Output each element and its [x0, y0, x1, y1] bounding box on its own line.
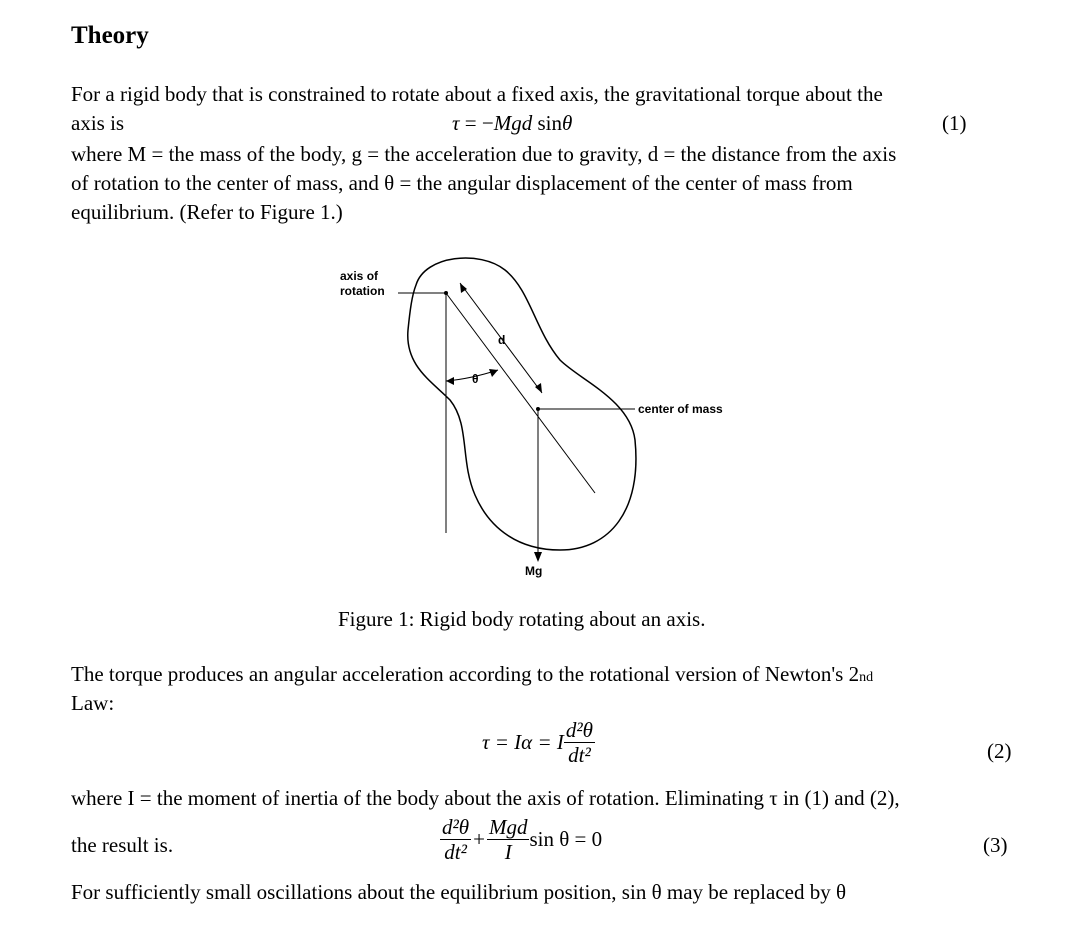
equation-2	[482, 718, 595, 767]
eq1-rhs: Mgd	[493, 111, 533, 135]
figure-1-caption: Figure 1: Rigid body rotating about an axis.	[338, 607, 706, 631]
eq1-theta: θ	[561, 111, 573, 135]
label-center-of-mass: center of mass	[638, 402, 723, 416]
eq3-numerator-2: Mgd	[488, 815, 528, 839]
label-axis-line2: rotation	[340, 284, 385, 298]
eq1-lhs: τ	[452, 111, 460, 135]
para2-line1-sup: nd	[859, 670, 874, 685]
label-theta: θ	[472, 372, 479, 386]
theta-arrowhead-left	[446, 377, 454, 385]
para1-line4: of rotation to the center of mass, and θ = the angular displacement of the center of mass from	[71, 171, 853, 195]
eq1-sin: sin	[537, 111, 562, 135]
equation-3-number: (3)	[983, 833, 1008, 857]
para2-line2: Law:	[71, 691, 115, 715]
eq3-fraction-1	[440, 815, 471, 864]
label-d: d	[498, 333, 506, 347]
equation-3	[440, 815, 602, 864]
label-axis-line1: axis of	[340, 269, 379, 283]
para1-line3: where M = the mass of the body, g = the acceleration due to gravity, d = the distance from the axis	[71, 142, 897, 166]
eq2-denominator: dt²	[568, 743, 591, 767]
figure-1-diagram	[330, 250, 760, 590]
eq3-denominator-2: I	[504, 840, 512, 864]
para1-line1: For a rigid body that is constrained to rotate about a fixed axis, the gravitational torque about the	[71, 82, 883, 106]
eq2-lhs: τ = Iα = I	[482, 730, 564, 754]
eq3-fraction-2	[487, 815, 530, 864]
equation-1-number: (1)	[942, 111, 967, 135]
para2-line1	[71, 660, 873, 692]
theta-arrowhead-right	[489, 369, 498, 377]
eq3-denominator-1: dt²	[444, 840, 467, 864]
eq2-fraction	[564, 718, 595, 767]
equation-1	[452, 109, 572, 138]
mg-arrowhead	[534, 552, 542, 562]
para1-line2-lead: axis is	[71, 111, 125, 135]
axis-to-com-line	[446, 293, 595, 493]
rigid-body-outline	[408, 258, 636, 550]
para2-line1-text: The torque produces an angular acceleration according to the rotational version of Newton's 2	[71, 662, 860, 686]
equation-2-number: (2)	[987, 739, 1012, 763]
eq2-numerator: d²θ	[565, 718, 593, 742]
label-mg: Mg	[525, 564, 543, 578]
eq3-plus: +	[473, 827, 485, 851]
para2-line5: For sufficiently small oscillations about the equilibrium position, sin θ may be replaced by θ	[71, 880, 847, 904]
eq3-numerator-1: d²θ	[442, 815, 470, 839]
para2-line3: where I = the moment of inertia of the body about the axis of rotation. Eliminating τ in (1) and (2),	[71, 786, 900, 810]
section-heading: Theory	[71, 22, 149, 49]
para2-line4-lead: the result is.	[71, 833, 174, 857]
para1-line5: equilibrium. (Refer to Figure 1.)	[71, 200, 343, 224]
eq3-tail: sin θ = 0	[529, 827, 603, 851]
eq1-op: = −	[464, 111, 494, 135]
